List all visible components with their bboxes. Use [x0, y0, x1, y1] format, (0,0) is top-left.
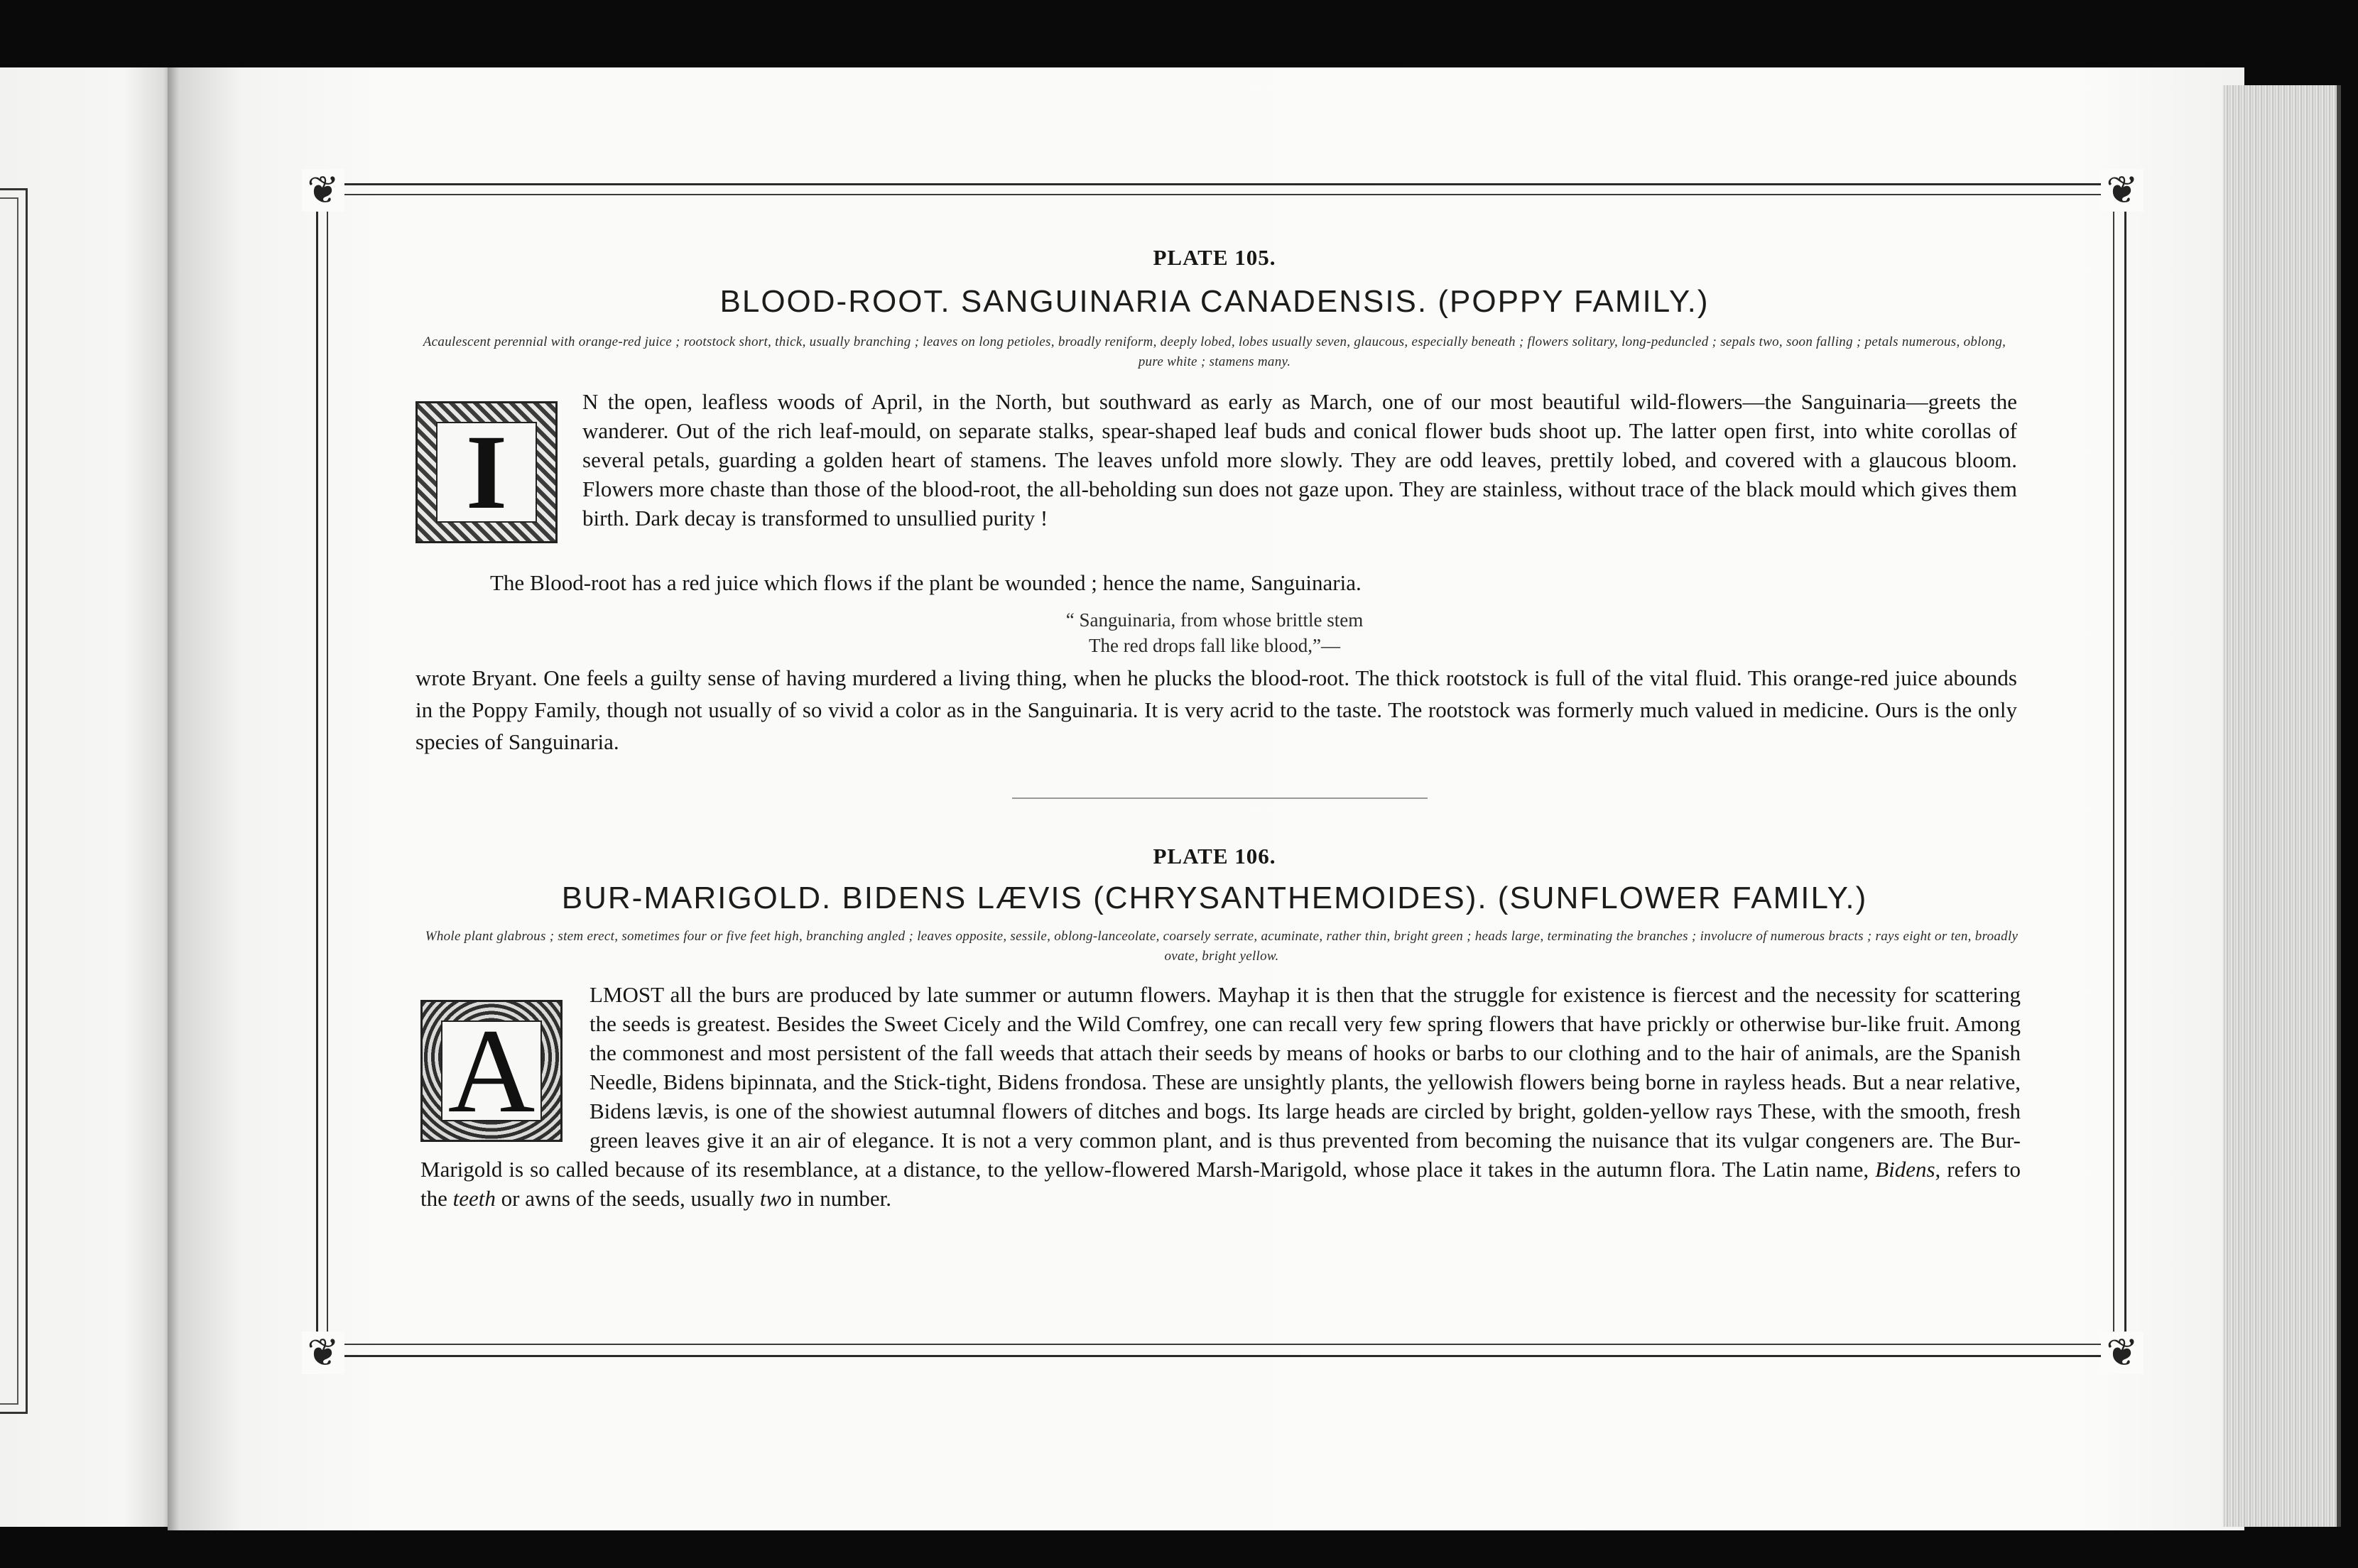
- plate-105-description: Acaulescent perennial with orange-red juice ; rootstock short, thick, usually branching ; leaves on long petioles, broadly reniform, deeply lobed, lobes usually seven, glaucous, especially beneath ; flowers solitary, long-peduncled ; sepals two, soon falling ; petals numerous, oblong, pure white ; stamens many.: [423, 334, 2006, 369]
- plate-106-italic-bidens: Bidens: [1875, 1157, 1935, 1182]
- plate-106-italic-teeth: teeth: [452, 1186, 496, 1211]
- plate-105-title: BLOOD-ROOT. SANGUINARIA CANADENSIS. (POPPY FAMILY.): [719, 284, 1710, 319]
- section-divider: [1012, 797, 1428, 799]
- drop-cap-letter: A: [447, 1004, 536, 1138]
- plate-105-paragraph-2: The Blood-root has a red juice which flows if the plant be wounded ; hence the name, Sanguinaria.: [490, 570, 1362, 595]
- previous-page: [0, 67, 178, 1527]
- previous-page-frame: [0, 188, 28, 1414]
- drop-cap-letter: I: [465, 413, 508, 531]
- plate-106-italic-two: two: [759, 1186, 792, 1211]
- plate-105-body: [415, 387, 2017, 549]
- plate-106-label: PLATE 106.: [1153, 844, 1276, 869]
- bryant-quote-line-2: The red drops fall like blood,”—: [1089, 635, 1340, 656]
- plate-106-description: Whole plant glabrous ; stem erect, sometimes four or five feet high, branching angled ; leaves opposite, sessile, oblong-lanceolate, coarsely serrate, acuminate, rather thin, bright green ; heads large, terminating the branches ; involucre of numerous bracts ; rays eight or ten, broadly ovate, bright yellow.: [425, 929, 2019, 964]
- plate-105-paragraph-1: N the open, leafless woods of April, in the North, but southward as early as March, one of our most beautiful wild-flowers—the Sanguinaria—greets the wanderer. Out of the rich leaf-mould, on separate stalks, spear-shaped leaf buds and conical flower buds shoot up. The latter open first, into white corollas of several petals, guarding a golden heart of stamens. The leaves unfold more slowly. They are odd leaves, prettily lobed, and covered with a glaucous bloom. Flowers more chaste than those of the blood-root, the all-beholding sun does not gaze upon. They are stainless, without trace of the black mould which gives them birth. Dark decay is transformed to unsullied purity !: [582, 389, 2017, 530]
- plate-105-label: PLATE 105.: [1153, 245, 1276, 270]
- plate-106-paragraph-1: LMOST all the burs are produced by late summer or autumn flowers. Mayhap it is then that the struggle for existence is fiercest and the necessity for scattering the seeds is greatest. Besides the Sweet Cicely and the Wild Comfrey, one can recall very few spring flowers that have prickly or otherwise bur-like fruit. Among the commonest and most persistent of the fall weeds that attach their seeds by means of hooks or barbs to our clothing and to the hair of animals, are the Spanish Needle, Bidens bipinnata, and the Stick-tight, Bidens frondosa. These are unsightly plants, the yellowish flowers being borne in rayless heads. But a near relative, Bidens lævis, is one of the showiest autumnal flowers of ditches and bogs. Its large heads are circled by bright, golden-yellow rays These, with the smooth, fresh green leaves give it an air of elegance. It is not a very common plant, and is thus prevented from becoming the nuisance that its vulgar congeners are. The Bur-Marigold is so called because of its resemblance, at a distance, to the yellow-flowered Marsh-Marigold, whose place it takes in the autumn flora. The Latin name,: [420, 982, 2021, 1182]
- corner-ornament-icon: ❦: [2101, 1332, 2144, 1374]
- plate-106-body: LMOST all the burs are produced by late summer or autumn flowers. Mayhap it is then that the struggle for existence is fiercest and the necessity for scattering the seeds is greatest. Besides the Sweet Cicely and the Wild Comfrey, one can recall very few spring flowers that have prickly or otherwise bur-like fruit. Among the commonest and most persistent of the fall weeds that attach their seeds by means of hooks or barbs to our clothing and to the hair of animals, are the Spanish Needle, Bidens bipinnata, and the Stick-tight, Bidens frondosa. These are unsightly plants, the yellowish flowers being borne in rayless heads. But a near relative, Bidens lævis, is one of the showiest autumnal flowers of ditches and bogs. Its large heads are circled by bright, golden-yellow rays These, with the smooth, fresh green leaves give it an air of elegance. It is not a very common plant, and is thus prevented from becoming the nuisance that its vulgar congeners are. The Bur-Marigold is so called because of its resemblance, at a distance, to the yellow-flowered Marsh-Marigold, whose place it takes in the autumn flora. The Latin name, Bidens, refers to the teeth or awns of the seeds, usually two in number.: [420, 982, 2021, 1211]
- corner-ornament-icon: ❦: [302, 169, 344, 212]
- plate-105-paragraph-3: wrote Bryant. One feels a guilty sense of having murdered a living thing, when he plucks the blood-root. The thick rootstock is full of the vital fluid. This orange-red juice abounds in the Poppy Family, though not usually of so vivid a color as in the Sanguinaria. It is very acrid to the taste. The rootstock was formerly much valued in medicine. Ours is the only species of Sanguinaria.: [415, 665, 2017, 754]
- page-edges: [2223, 85, 2341, 1527]
- plate-106-title: BUR-MARIGOLD. BIDENS LÆVIS (CHRYSANTHEMOIDES). (SUNFLOWER FAMILY.): [561, 881, 1868, 915]
- corner-ornament-icon: ❦: [2101, 169, 2144, 212]
- bryant-quote-line-1: “ Sanguinaria, from whose brittle stem: [1065, 609, 1364, 631]
- corner-ornament-icon: ❦: [302, 1332, 344, 1374]
